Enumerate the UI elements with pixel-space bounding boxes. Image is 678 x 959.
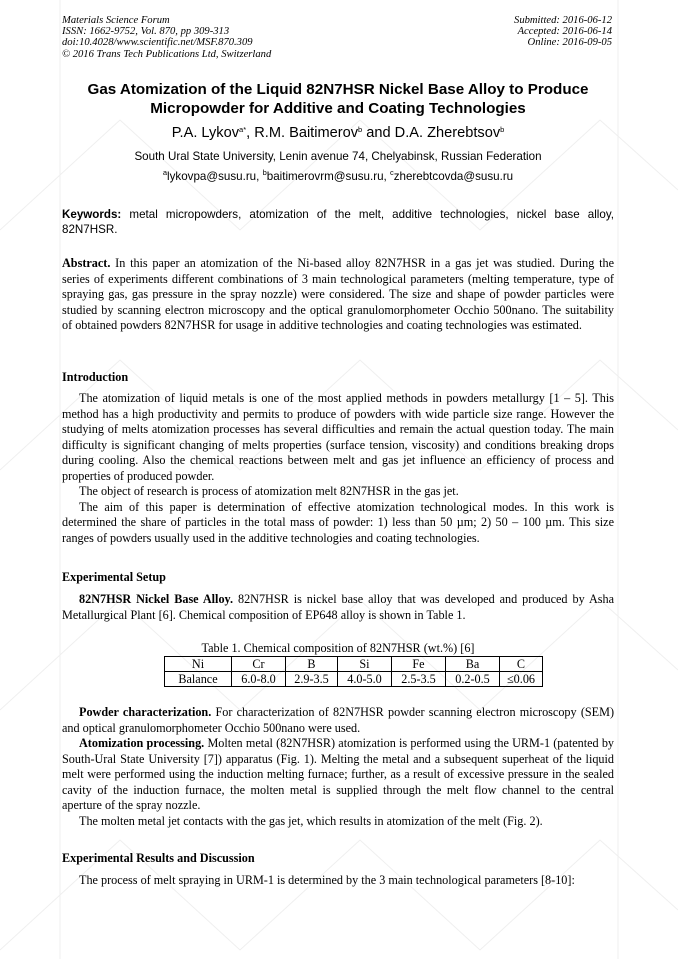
table-cell: 4.0-5.0: [338, 672, 392, 687]
table-caption: Table 1. Chemical composition of 82N7HSR (wt.%) [6]: [201, 641, 475, 655]
results-paragraph-1: The process of melt spraying in URM-1 is determined by the 3 main technological parameters [8-10]:: [79, 873, 575, 887]
table-header-cell: B: [286, 657, 338, 672]
author-3: D.A. Zherebtsov: [394, 125, 501, 141]
alloy-label: 82N7HSR Nickel Base Alloy.: [79, 592, 234, 606]
journal-issn: ISSN: 1662-9752, Vol. 870, pp 309-313: [62, 26, 230, 38]
title-line-1: Gas Atomization of the Liquid 82N7HSR Nickel Base Alloy to Produce: [87, 81, 589, 98]
email-marker: a: [162, 168, 168, 177]
affiliation: South Ural State University, Lenin avenue 74, Chelyabinsk, Russian Federation: [134, 150, 542, 163]
email-2: baitimerovrm@susu.ru,: [266, 170, 390, 183]
keywords: [62, 207, 614, 237]
atomization-label: Atomization processing.: [79, 736, 205, 750]
characterization-text: For characterization of 82N7HSR powder scanning electron microscopy (SEM) and optical granulomorphometer Occhio 500nano were used.: [62, 705, 615, 735]
results-heading: Experimental Results and Discussion: [62, 851, 255, 865]
table-header-cell: Si: [338, 657, 392, 672]
table-cell: ≤0.06: [500, 672, 543, 687]
author-2: R.M. Baitimerov: [254, 125, 359, 141]
keywords-text: metal micropowders, atomization of the melt, additive technologies, nickel base alloy, 82N7HSR.: [62, 208, 614, 236]
table-cell: 2.9-3.5: [286, 672, 338, 687]
submitted-date: Submitted: 2016-06-12: [514, 15, 612, 26]
table-header-cell: Fe: [392, 657, 446, 672]
journal-doi: doi:10.4028/www.scientific.net/MSF.870.309: [62, 37, 253, 49]
paper-title: [62, 80, 614, 118]
table-row: [165, 672, 543, 687]
table-header-cell: C: [500, 657, 543, 672]
journal-info: [62, 15, 271, 60]
composition-table: [164, 656, 543, 687]
table-cell: 6.0-8.0: [232, 672, 286, 687]
atomization-text: Molten metal (82N7HSR) atomization is performed using the URM-1 (patented by South-Ural State University [7]) apparatus (Fig. 1). Melting the metal and a subsequent superheat of the liquid melt were performed using the induction melting furnace; further, as a result of excessive pressure in the sealed cavity of the induction furnace, the molten metal is supplied through the melt flow channel to the central aperture of the spray nozzle.: [62, 736, 615, 812]
results-body: [62, 873, 614, 889]
email-marker: b: [262, 168, 267, 177]
accepted-date: Accepted: 2016-06-14: [517, 26, 612, 38]
introduction-body: [62, 391, 614, 546]
table-cell: 0.2-0.5: [446, 672, 500, 687]
email-3: zherebtcovda@susu.ru: [393, 170, 514, 183]
submission-dates: [514, 15, 612, 49]
keywords-label: Keywords:: [62, 208, 122, 221]
email-marker: c: [389, 168, 394, 177]
journal-name: Materials Science Forum: [62, 15, 170, 26]
author-separator: ,: [246, 125, 255, 141]
alloy-paragraph: [62, 592, 614, 623]
setup-heading: Experimental Setup: [62, 570, 166, 584]
author-list: [62, 124, 614, 142]
intro-paragraph-3: The aim of this paper is determination of effective atomization technological modes. In this work is determined the share of particles in the total mass of powder: 1) less than 50 µm; 2) 50 – 100 µm. This size ranges of powders usually used in the additive technologies and coating technologies.: [62, 499, 614, 545]
table-header-row: [165, 657, 543, 672]
abstract-text: In this paper an atomization of the Ni-based alloy 82N7HSR in a gas jet was studied. During the series of experiments different combinations of 3 main technological parameters (melting temperature, type of spraying gas, gas pressure in the spray nozzle) were considered. The size and shape of powder particles were studied by scanning electron microscopy and the optical granulomorphometer Occhio 500nano. The suitability of obtained powders 82N7HSR for usage in additive technologies and coating technologies was estimated.: [62, 256, 614, 332]
table-cell: 2.5-3.5: [392, 672, 446, 687]
online-date: Online: 2016-09-05: [527, 37, 612, 49]
title-line-2: Micropowder for Additive and Coating Technologies: [150, 100, 526, 117]
author-separator: and: [362, 125, 395, 141]
table-header-cell: Ni: [165, 657, 232, 672]
intro-paragraph-2: The object of research is process of atomization melt 82N7HSR in the gas jet.: [79, 484, 459, 498]
author-2-marker: b: [358, 125, 363, 134]
table-cell: Balance: [165, 672, 232, 687]
alloy-text: 82N7HSR is nickel base alloy that was developed and produced by Asha Metallurgical Plant [6]. Chemical composition of EP648 alloy is shown in Table 1.: [62, 592, 614, 622]
table-header-cell: Ba: [446, 657, 500, 672]
atomization-paragraph: [62, 736, 614, 814]
author-1: P.A. Lykov: [171, 125, 240, 141]
characterization-paragraph: [62, 705, 614, 736]
author-3-marker: b: [500, 125, 505, 134]
abstract: [62, 256, 614, 334]
setup-body: [62, 592, 614, 623]
introduction-heading: Introduction: [62, 370, 129, 384]
intro-paragraph-1: The atomization of liquid metals is one of the most applied methods in powders metallurgy [1 – 5]. This method has a high productivity and permits to produce of powders with wide particle size range. However the studying of melts atomization processes has several difficulties and remain the actual question today. The main difficulty is significant changing of melts properties (surface tension, viscosity) and conditions breaking drops during cooling. Also the chemical reactions between melt and gas jet influence an efficiency of process and properties of produced powder.: [62, 391, 614, 483]
characterization-label: Powder characterization.: [79, 705, 212, 719]
journal-copyright: © 2016 Trans Tech Publications Ltd, Switzerland: [62, 48, 272, 60]
email-1: lykovpa@susu.ru,: [167, 170, 263, 183]
author-1-marker: a*: [239, 125, 247, 134]
table-header-cell: Cr: [232, 657, 286, 672]
setup-body-continued: [62, 705, 614, 829]
author-emails: [62, 170, 614, 184]
abstract-label: Abstract.: [62, 256, 111, 270]
jet-paragraph: The molten metal jet contacts with the gas jet, which results in atomization of the melt (Fig. 2).: [79, 813, 543, 828]
